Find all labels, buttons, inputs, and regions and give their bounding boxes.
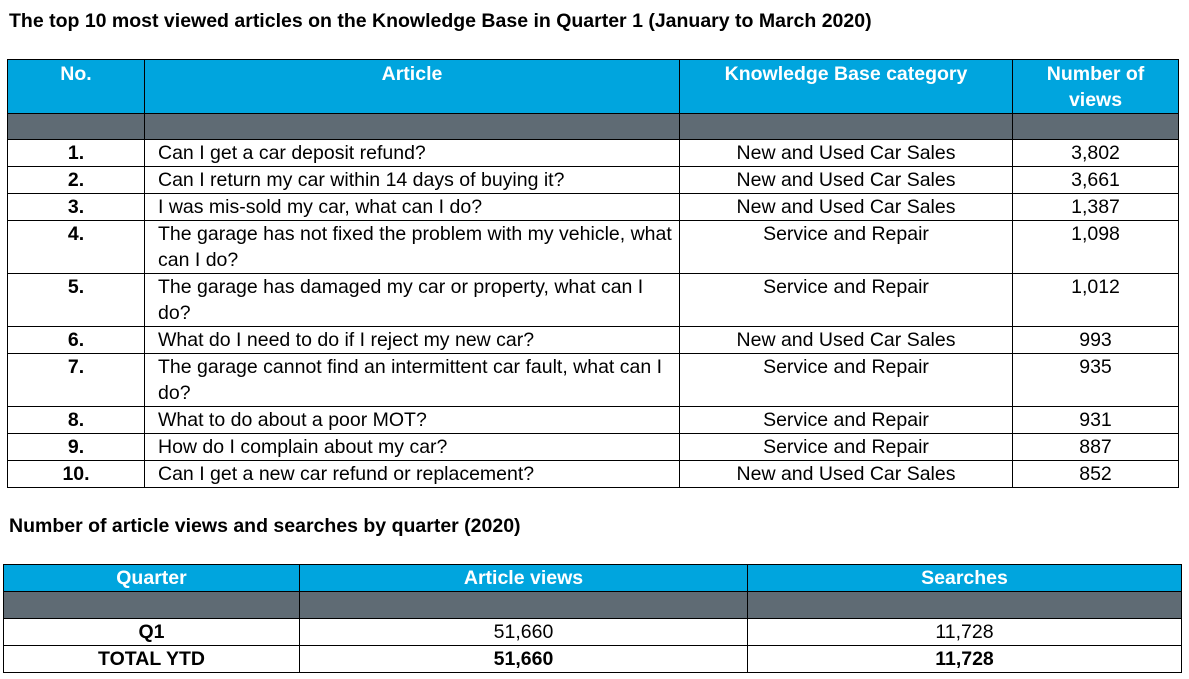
category-cell: Service and Repair: [680, 407, 1013, 434]
rank-cell: 5.: [8, 274, 145, 327]
rank-cell: 3.: [8, 194, 145, 221]
table-row: [8, 434, 1179, 461]
column-header-views: [1013, 60, 1179, 114]
table-row: [8, 461, 1179, 488]
views-cell: 993: [1013, 327, 1179, 354]
band-cell: [145, 114, 680, 140]
table-header-row: [4, 565, 1182, 592]
table-row: [8, 407, 1179, 434]
band-cell: [680, 114, 1013, 140]
band-cell: [8, 114, 145, 140]
rank-cell: 7.: [8, 354, 145, 407]
searches-cell: 11,728: [748, 619, 1182, 646]
views-cell: 935: [1013, 354, 1179, 407]
total-searches-cell: 11,728: [748, 646, 1182, 673]
category-cell: New and Used Car Sales: [680, 167, 1013, 194]
column-header-quarter: Quarter: [4, 565, 300, 592]
quarterly-title: Number of article views and searches by quarter (2020): [9, 515, 521, 537]
top-articles-table: [7, 59, 1179, 488]
rank-cell: 2.: [8, 167, 145, 194]
quarterly-table: [3, 564, 1182, 673]
views-cell: 1,012: [1013, 274, 1179, 327]
article-cell: Can I return my car within 14 days of buying it?: [145, 167, 680, 194]
views-cell: 1,098: [1013, 221, 1179, 274]
total-row: [4, 646, 1182, 673]
category-cell: New and Used Car Sales: [680, 461, 1013, 488]
article-cell: The garage has damaged my car or property, what can I do?: [145, 274, 680, 327]
category-cell: New and Used Car Sales: [680, 140, 1013, 167]
category-cell: Service and Repair: [680, 354, 1013, 407]
quarter-cell: Q1: [4, 619, 300, 646]
table-header-row: [8, 60, 1179, 114]
views-cell: 1,387: [1013, 194, 1179, 221]
table-row: [8, 221, 1179, 274]
column-header-views-line2: views: [1068, 89, 1123, 111]
band-cell: [4, 592, 300, 619]
table-row: [8, 194, 1179, 221]
article-cell: Can I get a new car refund or replacement?: [145, 461, 680, 488]
views-cell: 852: [1013, 461, 1179, 488]
article-cell: I was mis-sold my car, what can I do?: [145, 194, 680, 221]
header-band-row: [8, 114, 1179, 140]
article-cell: What do I need to do if I reject my new car?: [145, 327, 680, 354]
article-cell: What to do about a poor MOT?: [145, 407, 680, 434]
article-cell: The garage cannot find an intermittent car fault, what can I do?: [145, 354, 680, 407]
category-cell: Service and Repair: [680, 434, 1013, 461]
column-header-searches: Searches: [748, 565, 1182, 592]
category-cell: New and Used Car Sales: [680, 327, 1013, 354]
views-cell: 3,802: [1013, 140, 1179, 167]
table-row: [8, 327, 1179, 354]
total-article-views-cell: 51,660: [300, 646, 748, 673]
table-row: [8, 167, 1179, 194]
column-header-views-line1: Number of: [1046, 63, 1145, 85]
header-band-row: [4, 592, 1182, 619]
article-views-cell: 51,660: [300, 619, 748, 646]
category-cell: Service and Repair: [680, 221, 1013, 274]
column-header-article: Article: [145, 60, 680, 114]
band-cell: [1013, 114, 1179, 140]
column-header-category: Knowledge Base category: [680, 60, 1013, 114]
column-header-article-views: Article views: [300, 565, 748, 592]
total-label-cell: TOTAL YTD: [4, 646, 300, 673]
article-cell: The garage has not fixed the problem with my vehicle, what can I do?: [145, 221, 680, 274]
table-row: [8, 274, 1179, 327]
rank-cell: 1.: [8, 140, 145, 167]
views-cell: 931: [1013, 407, 1179, 434]
table-row: [4, 619, 1182, 646]
table-row: [8, 354, 1179, 407]
table-row: [8, 140, 1179, 167]
top-articles-title: The top 10 most viewed articles on the Knowledge Base in Quarter 1 (January to March 2020): [9, 10, 872, 32]
column-header-no: No.: [8, 60, 145, 114]
article-cell: Can I get a car deposit refund?: [145, 140, 680, 167]
rank-cell: 4.: [8, 221, 145, 274]
rank-cell: 8.: [8, 407, 145, 434]
band-cell: [748, 592, 1182, 619]
category-cell: New and Used Car Sales: [680, 194, 1013, 221]
rank-cell: 6.: [8, 327, 145, 354]
band-cell: [300, 592, 748, 619]
category-cell: Service and Repair: [680, 274, 1013, 327]
rank-cell: 9.: [8, 434, 145, 461]
rank-cell: 10.: [8, 461, 145, 488]
views-cell: 887: [1013, 434, 1179, 461]
article-cell: How do I complain about my car?: [145, 434, 680, 461]
views-cell: 3,661: [1013, 167, 1179, 194]
